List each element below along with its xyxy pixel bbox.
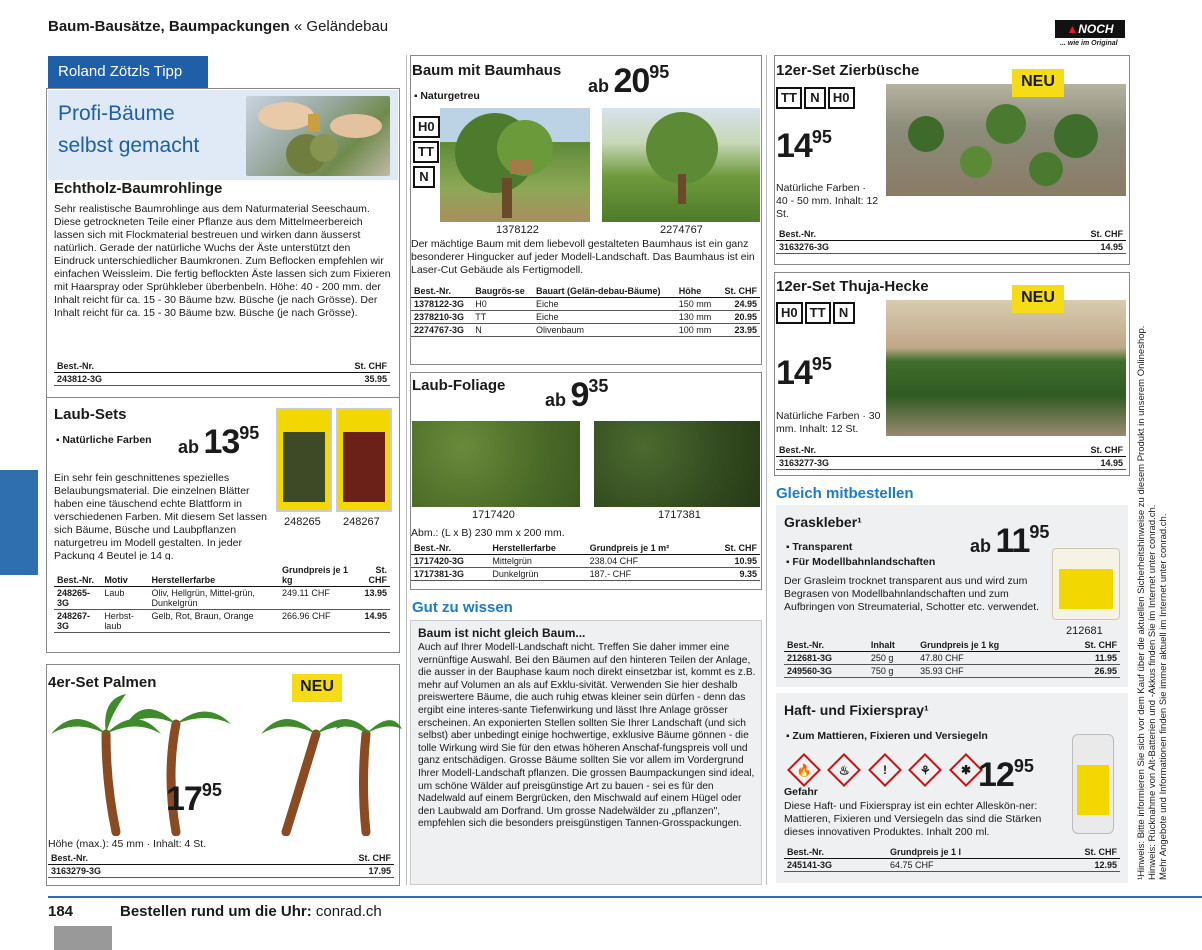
palmen-price: 1795 xyxy=(166,780,222,818)
page-title: Baum-Bausätze, Baumpackungen « Geländebau xyxy=(48,18,389,35)
wissen-title: Baum ist nicht gleich Baum... xyxy=(418,626,586,640)
col-header: Bauart (Gelän-debau-Bäume) xyxy=(533,285,676,298)
table-row: 243812-3G 35.95 xyxy=(54,373,390,386)
laub-pack-olive-image xyxy=(276,408,332,512)
table-row xyxy=(411,568,760,581)
zierbuesche-scales xyxy=(776,87,857,109)
image-label: 1717420 xyxy=(472,509,515,521)
foliage-table xyxy=(411,542,760,581)
table-cell: 212681-3G xyxy=(784,652,868,665)
foliage-mittelgruen-image xyxy=(412,421,580,507)
table-cell: Dunkelgrün xyxy=(489,568,586,581)
brand-slogan: ... wie im Original xyxy=(1060,40,1118,47)
table-cell: 2378210-3G xyxy=(411,311,472,324)
graskleber-bullet: ▪ Transparent xyxy=(786,541,852,554)
table-row xyxy=(54,610,390,633)
table-cell: 238.04 CHF xyxy=(587,555,707,568)
health-hazard-icon: ✱ xyxy=(949,753,983,787)
scale-badge: H0 xyxy=(776,302,803,324)
col-header: St. CHF xyxy=(355,564,390,587)
col-header: Höhe xyxy=(676,285,718,298)
baumhaus-title: Baum mit Baumhaus xyxy=(412,62,562,79)
hands-tree-image xyxy=(246,96,390,176)
neu-badge: NEU xyxy=(292,674,342,702)
scale-badge: H0 xyxy=(413,116,440,138)
table-cell: Eiche xyxy=(533,298,676,311)
foliage-title: Laub-Foliage xyxy=(412,377,506,394)
col-header: Best.-Nr. xyxy=(411,542,489,555)
table-cell: 35.93 CHF xyxy=(917,665,1057,678)
spray-bullet: ▪ Zum Mattieren, Fixieren und Versiegeln xyxy=(786,730,988,743)
table-row xyxy=(54,587,390,610)
thuja-info: Natürliche Farben · 30 mm. Inhalt: 12 St. xyxy=(776,410,881,435)
laub-pack-autumn-fill xyxy=(343,432,385,502)
tipp-tab: Roland Zötzls Tipp xyxy=(48,56,208,88)
col-header: Best.-Nr. xyxy=(776,228,983,241)
graskleber-table xyxy=(784,639,1120,678)
hands-tree-illustration xyxy=(246,96,390,176)
col-header: St. CHF xyxy=(246,360,390,373)
table-row xyxy=(411,311,760,324)
table-row xyxy=(784,859,1120,872)
table-cell: 187.- CHF xyxy=(587,568,707,581)
can-label xyxy=(1077,765,1109,815)
col-header: Best.-Nr. xyxy=(784,846,887,859)
olive-tree-illustration xyxy=(602,108,760,222)
col-header: Best.-Nr. xyxy=(784,639,868,652)
table-cell: Herbst-laub xyxy=(101,610,148,633)
spray-can-image xyxy=(1072,734,1114,834)
col-header: Baugrös-se xyxy=(472,285,533,298)
gefahr-label: Gefahr xyxy=(784,786,818,798)
col-header: Herstellerfarbe xyxy=(489,542,586,555)
spray-title: Haft- und Fixierspray¹ xyxy=(784,702,929,718)
table-cell: 13.95 xyxy=(355,587,390,610)
table-cell: Olivenbaum xyxy=(533,324,676,337)
table-row: 3163279-3G 17.95 xyxy=(48,865,394,878)
table-cell: 150 mm xyxy=(676,298,718,311)
baumhaus-text: Der mächtige Baum mit dem liebevoll gestalteten Baumhaus ist ein ganz besonderer Hingucker auf jeder Modell-Landschaft. Das Baumhaus ist ein Laser-Cut Gebäude als Fertigmodell. xyxy=(411,238,755,276)
col-header: Grundpreis je 1 kg xyxy=(279,564,355,587)
footer-block xyxy=(54,926,112,950)
table-cell: 249.11 CHF xyxy=(279,587,355,610)
zierbuesche-info: Natürliche Farben · 40 - 50 mm. Inhalt: 12 St. xyxy=(776,182,879,220)
page-number: 184 xyxy=(48,903,74,920)
table-cell: 1378122-3G xyxy=(411,298,472,311)
table-cell: 245141-3G xyxy=(784,859,887,872)
spray-table xyxy=(784,846,1120,872)
zierbuesche-title: 12er-Set Zierbüsche xyxy=(776,62,920,79)
col-header: Best.-Nr. xyxy=(48,852,253,865)
laubsets-bullet: ▪ Natürliche Farben xyxy=(56,434,152,447)
image-label: 248265 xyxy=(284,516,321,528)
table-cell: 14.95 xyxy=(355,610,390,633)
graskleber-bullet: ▪ Für Modellbahnlandschaften xyxy=(786,556,935,569)
palm-trees-image xyxy=(46,694,402,836)
table-cell: 750 g xyxy=(868,665,917,678)
image-label: 1717381 xyxy=(658,509,701,521)
foliage-dunkelgruen-image xyxy=(594,421,760,507)
table-cell: 10.95 xyxy=(706,555,760,568)
thuja-image xyxy=(886,300,1126,436)
col-header: Herstellerfarbe xyxy=(149,564,279,587)
col-header: St. CHF xyxy=(706,542,760,555)
col-header: Motiv xyxy=(101,564,148,587)
hazard-symbols xyxy=(786,758,984,782)
col-header: Grundpreis je 1 m² xyxy=(587,542,707,555)
col-header: Best.-Nr. xyxy=(54,360,246,373)
scale-badge: N xyxy=(804,87,826,109)
baumhaus-price: ab 2095 xyxy=(588,62,670,100)
table-cell: Mittelgrün xyxy=(489,555,586,568)
scale-badge: TT xyxy=(805,302,831,324)
palmen-title: 4er-Set Palmen xyxy=(48,674,157,691)
side-note: ¹Hinweis: Bitte informieren Sie sich vor dem Kauf über die aktuellen Sicherheitshinweise zu diesem Produkt in unserem Onlineshop. Hinweis: Rücknahme von Alt-Batterien und -Akkus finden Sie im Internet unter conrad.ch. Mehr Angebote und Informationen finden Sie immer aktuell im Internet unter conrad.ch. xyxy=(1136,325,1169,880)
zierbuesche-illustration xyxy=(886,84,1126,196)
table-row: 3163276-3G 14.95 xyxy=(776,241,1126,254)
col-header: St. CHF xyxy=(1057,639,1120,652)
palmen-table xyxy=(48,852,394,878)
table-cell: 9.35 xyxy=(706,568,760,581)
spray-text: Diese Haft- und Fixierspray ist ein echter Alleskön-ner: Mattieren, Fixieren und Versiegeln das sind die Stärken dieses innovativen Produktes. Inhalt 200 ml. xyxy=(784,800,1042,838)
table-cell: 11.95 xyxy=(1057,652,1120,665)
footer-divider xyxy=(48,896,1202,898)
col-header: Best.-Nr. xyxy=(54,564,101,587)
table-cell: 24.95 xyxy=(718,298,760,311)
baumrohlinge-text: Sehr realistische Baumrohlinge aus dem Naturmaterial Seeschaum. Diese getrockneten Teile einer Pflanze aus dem Mittelmeerbereich lassen sich mit Flockmaterial bestreuen und wirken dann äusserst natürlich. Gerade der natürliche Wuchs der Äste unterstützt den Eindruck unterschiedlicher Baumkronen. Zum Beflocken empfehlen wir einfachen Weissleim. Die fertig beflockten Äste lassen sich zum Fixieren mit Haarspray oder Sprühkleber überbenbeln. Höhe: 40 - 200 mm. der Inhalt reicht für ca. 15 - 30 Bäume bzw. Büsche (je nach Grösse). Der Inhalt reicht für ca. 15 - 30 Bäume bzw. Büsche (je nach Grösse). xyxy=(54,203,391,319)
wissen-text: Auch auf Ihrer Modell-Landschaft nicht. Treffen Sie daher immer eine vernünftige Auswahl. Bei den Bäumen auf den hinteren Teilen der Anlage, die ausser in der Bauphase kaum noch direkt einsetzbar ist, kommt es z.B. mehr auf Volumen an als auf Exklu-sivität. Verwenden Sie hier deshalb preiswertere Bäume, die auch ruhig etwas kleiner sein dürfen - denn das ergibt eine interes-sante Tiefenwirkung und lässt Ihre Anlage grösser erscheinen. An exponierten Stellen sollten Sie Ihrer Landschaft (und sich selbst) aber unbedingt einige hochwertige, exklusive Bäume gönnen - die tolle Wirkung wird Sie für den etwas höheren Anschaf-fungspreis voll und ganz entschädigen. Grosse Bäume sollten Sie vor allem im Vordergrund Ihrer Modell-Landschaft pflanzen. Die grossen Baumpackungen sind ideal, um schöne Wälder auf preisgünstige Art zu bauen - sei es für den Nadelwald auf einem Bergrücken, den Mischwald auf einem Hügel oder den Laubwald am Dorfrand. Um grosse Nadelwälder zu „pflanzen", empfehlen sich die besonders preisgünstigen Tannen-Grosspackungen. xyxy=(418,642,756,830)
scale-badge: N xyxy=(833,302,855,324)
footer-text: Bestellen rund um die Uhr: conrad.ch xyxy=(120,903,382,920)
laub-pack-autumn-image xyxy=(336,408,392,512)
baumhaus-tree-illustration xyxy=(440,108,590,222)
column-divider xyxy=(406,55,407,885)
table-cell: Laub xyxy=(101,587,148,610)
flame-hazard-icon: 🔥 xyxy=(787,753,821,787)
foliage-dims: Abm.: (L x B) 230 mm x 200 mm. xyxy=(411,527,565,539)
table-cell: 12.95 xyxy=(1042,859,1120,872)
col-header: St. CHF xyxy=(253,852,394,865)
image-label: 2274767 xyxy=(660,224,703,236)
tipp-title: Profi-Bäume selbst gemacht xyxy=(58,102,200,157)
image-label: 248267 xyxy=(343,516,380,528)
col-header: Grundpreis je 1 l xyxy=(887,846,1042,859)
wissen-heading: Gut zu wissen xyxy=(412,599,513,616)
table-cell: 100 mm xyxy=(676,324,718,337)
table-row: 3163277-3G 14.95 xyxy=(776,457,1126,470)
col-header: St. CHF xyxy=(983,228,1126,241)
jar-label xyxy=(1059,569,1113,609)
neu-badge: NEU xyxy=(1012,69,1064,97)
graskleber-text: Der Grasleim trocknet transparent aus und wird zum Begrasen von Modellbahnlandschaften und zum Aufbringen von Streumaterial, Schotter etc. verwendet. xyxy=(784,575,1040,613)
baumrohlinge-title: Echtholz-Baumrohlinge xyxy=(54,180,223,197)
thuja-title: 12er-Set Thuja-Hecke xyxy=(776,278,929,295)
table-cell: 266.96 CHF xyxy=(279,610,355,633)
exclamation-hazard-icon: ! xyxy=(868,753,902,787)
scale-badge: N xyxy=(413,166,435,188)
col-header: St. CHF xyxy=(1042,846,1120,859)
col-header: Grundpreis je 1 kg xyxy=(917,639,1057,652)
table-cell: Gelb, Rot, Braun, Orange xyxy=(149,610,279,633)
thuja-table xyxy=(776,444,1126,470)
laub-pack-olive-fill xyxy=(283,432,325,502)
baumhaus-image-h0 xyxy=(440,108,590,222)
table-cell: 249560-3G xyxy=(784,665,868,678)
table-row xyxy=(411,324,760,337)
laubsets-title: Laub-Sets xyxy=(54,406,127,423)
zierbuesche-table xyxy=(776,228,1126,254)
baumhaus-image-n xyxy=(602,108,760,222)
spray-price: 1295 xyxy=(978,756,1034,794)
environment-hazard-icon: ⚘ xyxy=(908,753,942,787)
table-cell: 1717381-3G xyxy=(411,568,489,581)
table-row xyxy=(784,665,1120,678)
zierbuesche-price: 1495 xyxy=(776,127,832,165)
table-cell: Eiche xyxy=(533,311,676,324)
baumhaus-table xyxy=(411,285,760,337)
graskleber-title: Graskleber¹ xyxy=(784,514,862,530)
table-row xyxy=(411,298,760,311)
table-cell: 130 mm xyxy=(676,311,718,324)
graskleber-price: ab 1195 xyxy=(970,522,1050,560)
laubsets-table xyxy=(54,564,390,633)
palmen-info: Höhe (max.): 45 mm · Inhalt: 4 St. xyxy=(48,838,207,850)
scale-badge: TT xyxy=(413,141,439,163)
laubsets-text: Ein sehr fein geschnittenes spezielles Belaubungsmaterial. Die einzelnen Blätter haben eine täuschend echte Blattform in verschiedenen Farben. Mit diesem Set lassen sich Bäume, Büsche und Laubpflanzen naturgetreu im Modell gestalten. In jeder Packung 4 Beutel je 14 g. xyxy=(54,472,268,560)
table-row xyxy=(784,652,1120,665)
baumrohlinge-table xyxy=(54,360,390,386)
thuja-price: 1495 xyxy=(776,354,832,392)
table-cell: 2274767-3G xyxy=(411,324,472,337)
side-tab-marker xyxy=(0,470,38,575)
table-row xyxy=(411,555,760,568)
table-cell: Oliv, Hellgrün, Mittel-grün, Dunkelgrün xyxy=(149,587,279,610)
image-label: 1378122 xyxy=(496,224,539,236)
col-header: Best.-Nr. xyxy=(776,444,983,457)
scale-badge: TT xyxy=(776,87,802,109)
scale-badge: H0 xyxy=(828,87,855,109)
col-header: St. CHF xyxy=(718,285,760,298)
neu-badge: NEU xyxy=(1012,285,1064,313)
baumhaus-bullet: ▪ Naturgetreu xyxy=(414,90,480,103)
table-cell: 248267-3G xyxy=(54,610,101,633)
table-cell: N xyxy=(472,324,533,337)
image-label: 212681 xyxy=(1066,625,1103,637)
section-divider xyxy=(46,397,400,398)
thuja-scales xyxy=(776,302,857,324)
col-header: St. CHF xyxy=(983,444,1126,457)
column-divider xyxy=(766,55,767,885)
table-cell: 64.75 CHF xyxy=(887,859,1042,872)
table-cell: 47.80 CHF xyxy=(917,652,1057,665)
col-header: Best.-Nr. xyxy=(411,285,472,298)
foliage-price: ab 935 xyxy=(545,376,609,414)
noch-logo: ▲NOCH xyxy=(1055,20,1125,38)
graskleber-jar-image xyxy=(1052,548,1120,620)
flame-hazard-icon: ♨ xyxy=(827,753,861,787)
table-cell: 26.95 xyxy=(1057,665,1120,678)
table-cell: 1717420-3G xyxy=(411,555,489,568)
laubsets-price: ab 1395 xyxy=(178,423,260,461)
table-cell: 23.95 xyxy=(718,324,760,337)
col-header: Inhalt xyxy=(868,639,917,652)
table-cell: 248265-3G xyxy=(54,587,101,610)
table-cell: H0 xyxy=(472,298,533,311)
table-cell: 20.95 xyxy=(718,311,760,324)
baumhaus-scales xyxy=(413,116,439,188)
table-cell: 250 g xyxy=(868,652,917,665)
table-cell: TT xyxy=(472,311,533,324)
mitbestellen-heading: Gleich mitbestellen xyxy=(776,485,914,502)
zierbuesche-image xyxy=(886,84,1126,196)
